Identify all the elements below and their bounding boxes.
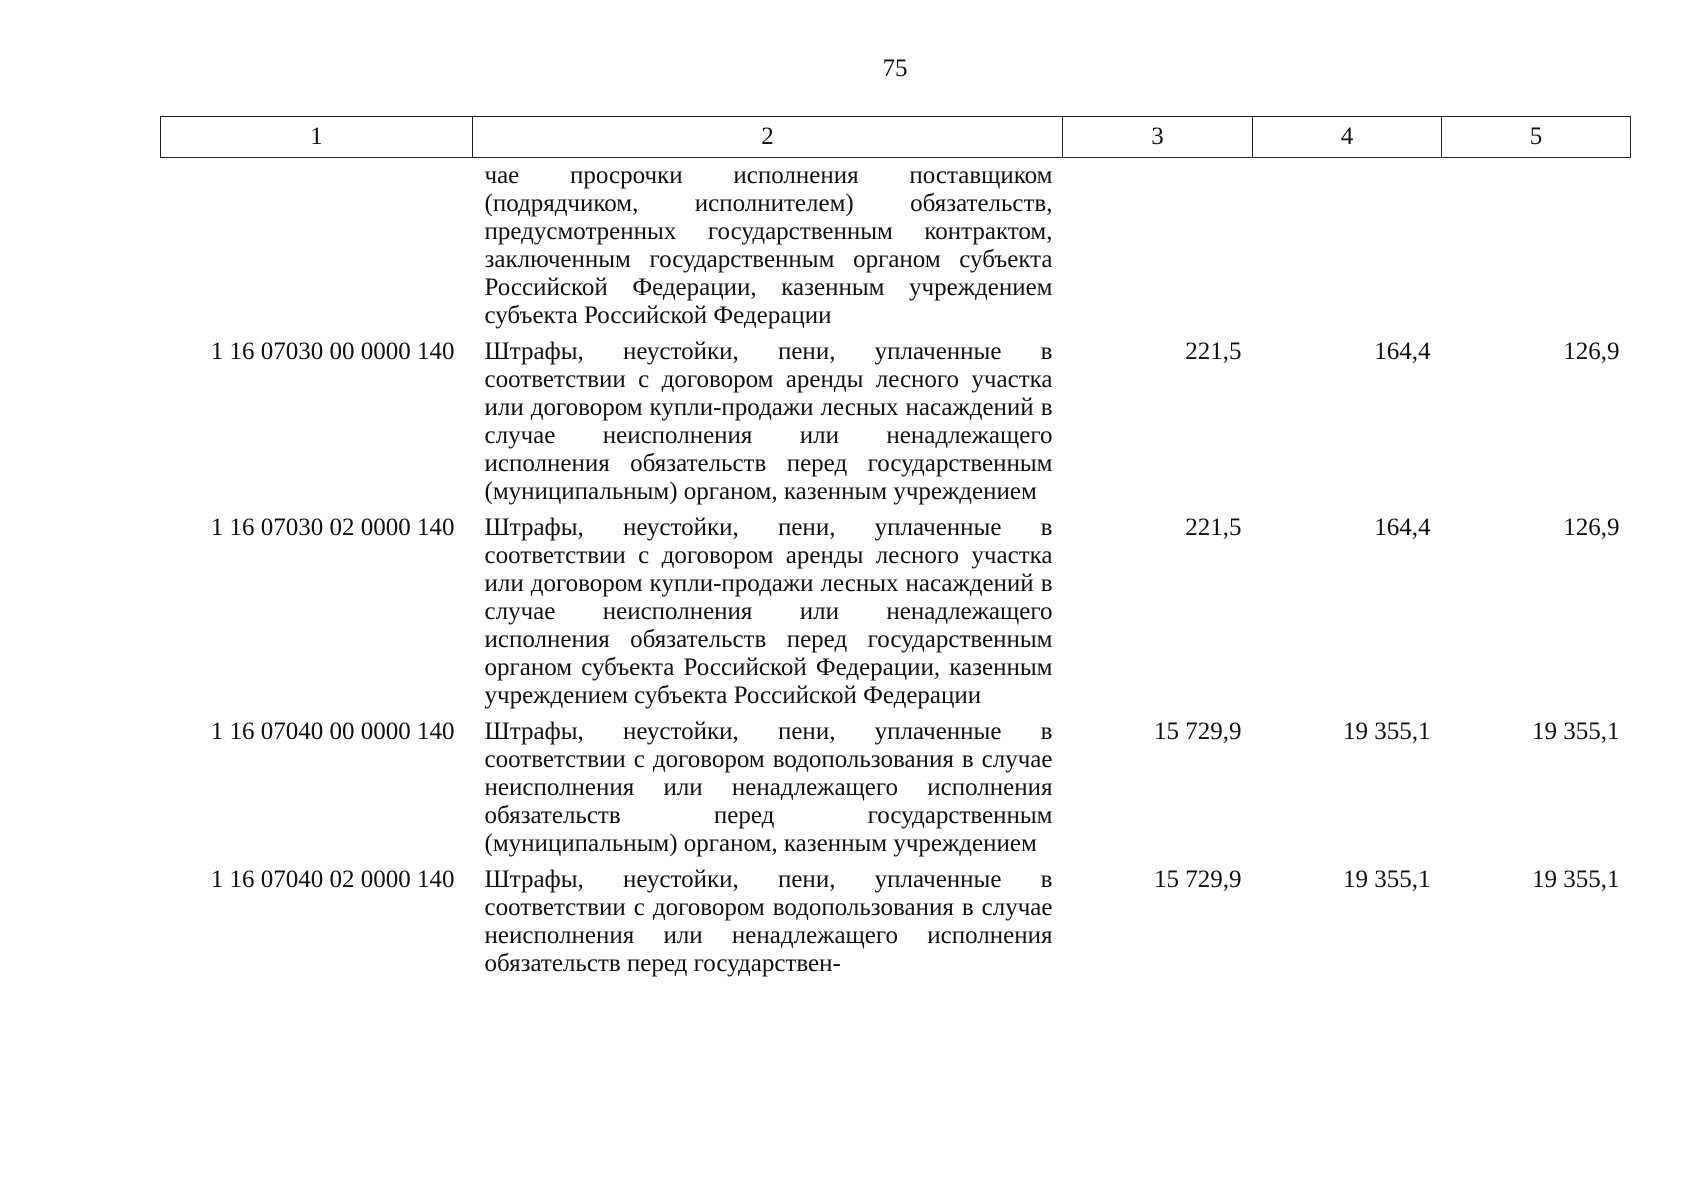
row-col4-value: 19 355,1 (1343, 866, 1431, 893)
continuation-col4 (1253, 158, 1442, 331)
table-row (161, 858, 1631, 978)
row-code: 1 16 07040 02 0000 140 (210, 866, 455, 893)
budget-table (160, 116, 1631, 978)
row-code: 1 16 07030 00 0000 140 (210, 338, 455, 365)
header-col-5: 5 (1442, 117, 1631, 158)
row-col3-value: 221,5 (1185, 514, 1242, 541)
row-code: 1 16 07040 00 0000 140 (210, 718, 455, 745)
row-col5-value: 19 355,1 (1532, 718, 1620, 745)
table-row (161, 506, 1631, 710)
row-col3-value: 15 729,9 (1154, 718, 1242, 745)
row-description: Штрафы, неустойки, пени, уплаченные в соответствии с договором водопользования в случае неисполнения или ненадлежащего исполнения обязательств перед государствен- (484, 866, 1053, 977)
page-number: 75 (882, 55, 908, 82)
table-row (161, 330, 1631, 506)
header-col-2: 2 (473, 117, 1063, 158)
continuation-col3 (1063, 158, 1253, 331)
row-description: Штрафы, неустойки, пени, уплаченные в соответствии с договором аренды лесного участка или договором купли-продажи лесных насаждений в случае неисполнения или ненадлежащего исполнения обязательств перед государственным органом субъекта Российской Федерации, казенным учреждением субъекта Российской Федерации (484, 514, 1053, 709)
header-col-4: 4 (1253, 117, 1442, 158)
row-description: Штрафы, неустойки, пени, уплаченные в соответствии с договором аренды лесного участка или договором купли-продажи лесных насаждений в случае неисполнения или ненадлежащего исполнения обязательств перед государственным (муниципальным) органом, казенным учреждением (484, 338, 1053, 505)
header-col-1: 1 (161, 117, 473, 158)
table-body (161, 158, 1631, 979)
header-row (161, 117, 1631, 158)
row-col4-value: 19 355,1 (1343, 718, 1431, 745)
continuation-description: чае просрочки исполнения поставщиком (подрядчиком, исполнителем) обязательств, предусмотренных государственным контрактом, заключенным государственным органом субъекта Российской Федерации, казенным учреждением субъекта Российской Федерации (484, 162, 1053, 329)
row-code: 1 16 07030 02 0000 140 (210, 514, 455, 541)
row-col3-value: 221,5 (1185, 338, 1242, 365)
row-col5-value: 19 355,1 (1532, 866, 1620, 893)
continuation-code-cell (161, 158, 473, 331)
row-col5-value: 126,9 (1563, 514, 1620, 541)
table-row (161, 710, 1631, 858)
row-col3-value: 15 729,9 (1154, 866, 1242, 893)
continuation-row (161, 158, 1631, 331)
continuation-col5 (1442, 158, 1631, 331)
row-col4-value: 164,4 (1374, 514, 1431, 541)
table-header (161, 117, 1631, 158)
row-col5-value: 126,9 (1563, 338, 1620, 365)
row-description: Штрафы, неустойки, пени, уплаченные в соответствии с договором водопользования в случае неисполнения или ненадлежащего исполнения обязательств перед государственным (муниципальным) органом, казенным учреждением (484, 718, 1053, 857)
header-col-3: 3 (1063, 117, 1253, 158)
row-col4-value: 164,4 (1374, 338, 1431, 365)
